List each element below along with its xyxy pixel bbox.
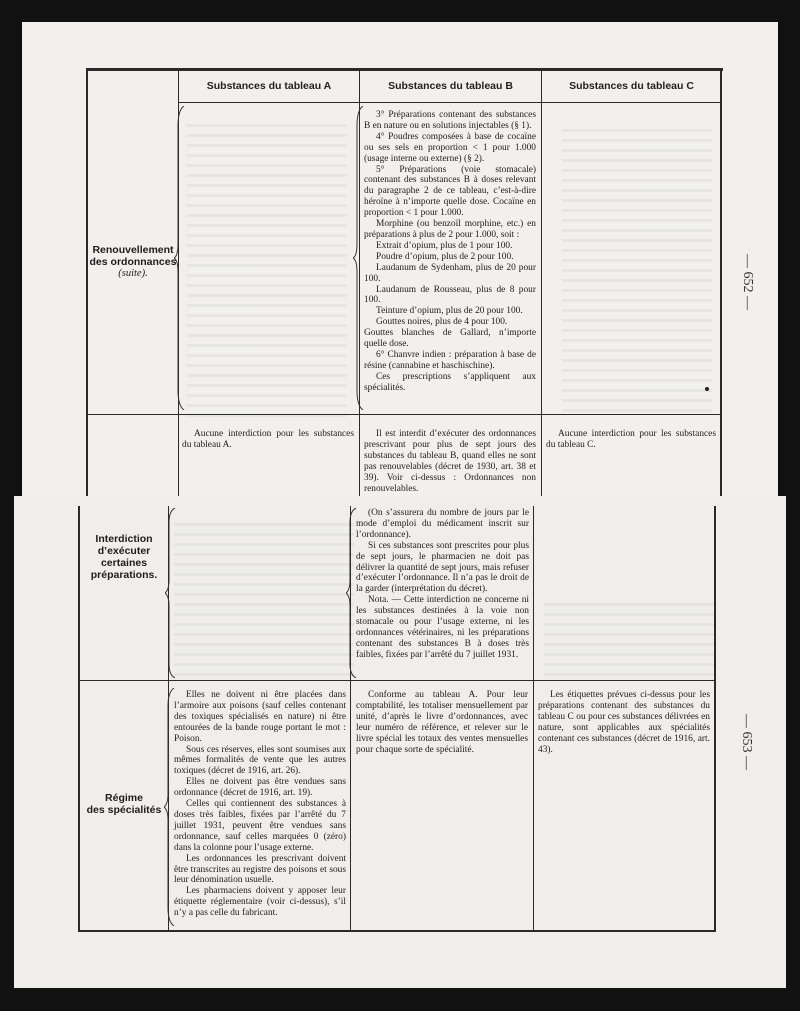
text-paragraph: Extrait d’opium, plus de 1 pour 100.: [376, 240, 513, 251]
row-label-renouvellement: [88, 244, 178, 280]
text-paragraph: 3° Préparations contenant des substances B en nature ou en solutions injectables (§ 1).: [364, 110, 536, 131]
regime-col-c: [538, 690, 710, 755]
bleed-through: [174, 516, 354, 676]
table-top-border: [86, 68, 723, 71]
text-paragraph: 4° Poudres composées à base de cocaïne ou ses sels en proportion < 1 pour 1.000 (usage interne ou externe) (§ 2).: [364, 131, 536, 164]
text-paragraph: Les ordonnances les prescrivant doivent être transcrites au registre des poisons et sous leur dénomination usuelle.: [174, 853, 346, 886]
row-label-regime: [80, 792, 168, 816]
bleed-through: [562, 122, 712, 412]
interdiction-col-c: [546, 429, 716, 451]
row-label-interdiction: [80, 533, 168, 581]
ink-dot: [705, 387, 709, 391]
interdiction-col-a: [182, 429, 354, 451]
row-label-line: des ordonnances: [89, 256, 177, 268]
text-paragraph: Laudanum de Sydenham, plus de 20 pour 100.: [364, 262, 536, 284]
text-paragraph: Ces prescriptions s’appliquent aux spécialités.: [364, 371, 536, 393]
text-paragraph: 6° Chanvre indien : préparation à base de résine (cannabine et haschischine).: [364, 349, 536, 371]
table-bottom-border: [78, 930, 716, 932]
interdiction-col-b-bottom: [356, 508, 529, 661]
row-label-suite: (suite).: [118, 268, 148, 279]
text-paragraph: Laudanum de Rousseau, plus de 8 pour 100.: [364, 284, 536, 306]
text-paragraph: Aucune interdiction pour les substances du tableau A.: [182, 429, 354, 450]
bleed-through: [187, 117, 347, 417]
page-number-652: — 652 —: [740, 254, 755, 310]
text-paragraph: Aucune interdiction pour les substances du tableau C.: [546, 429, 716, 450]
text-paragraph: Gouttes noires, plus de 4 pour 100.: [376, 317, 508, 328]
row-label-line: d’exécuter: [97, 545, 151, 557]
table-right-border: [720, 70, 722, 496]
table-left-border: [86, 68, 88, 496]
table-right-border: [714, 506, 716, 932]
text-paragraph: Celles qui contiennent des substances à doses très faibles, fixées par l’arrêté du 7 juillet 1931, peuvent être vendues sans ordonnance, sauf celles marquées 0 (zéro) dans la colonne pour l’usage externe.: [174, 799, 346, 853]
text-paragraph: Teinture d’opium, plus de 20 pour 100.: [376, 306, 523, 317]
row-label-line: Renouvellement: [92, 244, 174, 256]
text-paragraph: Morphine (ou benzoïl morphine, etc.) en préparations à plus de 2 pour 1.000, soit :: [364, 219, 536, 240]
regime-col-b: [356, 690, 528, 755]
brace-icon: [174, 106, 186, 410]
text-paragraph: Poudre d’opium, plus de 2 pour 100.: [376, 251, 514, 262]
row-label-line: préparations.: [90, 569, 158, 581]
text-paragraph: Elles ne doivent pas être vendues sans ordonnance (décret de 1916, art. 19).: [174, 777, 346, 799]
text-paragraph: Conforme au tableau A. Pour leur comptabilité, les totaliser mensuellement par unité, d’après le livre d’ordonnances, avec leur numéro de référence, et relever sur le livre spécial les totaux des ventes mensuelles pour chaque sorte de spécialité.: [356, 690, 528, 755]
row-label-line: Interdiction: [95, 533, 153, 545]
row-label-line: certaines: [100, 557, 148, 569]
row-rule: [86, 414, 722, 415]
row-label-line: Régime: [105, 792, 143, 804]
header-tableau-a: Substances du tableau A: [206, 80, 332, 92]
header-tableau-c: Substances du tableau C: [569, 80, 694, 92]
header-rule: [178, 102, 721, 103]
brace-icon: [165, 508, 177, 678]
row-label-line: des spécialités: [86, 804, 162, 816]
column-rule: [533, 506, 534, 932]
column-rule: [541, 70, 542, 496]
bleed-through: [544, 596, 714, 676]
text-paragraph: 5° Préparations (voie stomacale) contenant des substances B à doses relevant du paragraphe 2 de ce tableau, c’est-à-dire héroïne à n’importe quelle dose. Cocaïne en proportion < 1 pour 1.000.: [364, 164, 536, 219]
text-paragraph: Il est interdit d’exécuter des ordonnances prescrivant pour plus de sept jours des substances du tableau B, quand elles ne sont pas renouvelables (décret de 1930, art. 38 et 39). Voir ci-dessus : Ordonnances non renouvelables.: [364, 429, 536, 494]
text-paragraph: Si ces substances sont prescrites pour plus de sept jours, le pharmacien ne doit pas délivrer la quantité de sept jours, mais refuser d’exécuter l’ordonnance. Il n’a pas le droit de la garder (interprétation du décret).: [356, 540, 529, 595]
text-paragraph: Elles ne doivent ni être placées dans l’armoire aux poisons (sauf celles contenant des toxiques spécialisés en nature) ni être entourées de la bande rouge portant le mot : Poison.: [174, 690, 346, 744]
text-paragraph: Nota. — Cette interdiction ne concerne ni les substances destinées à la voie non stomacale ou pour l’usage externe, ni les ordonnances vétérinaires, ni les préparations contenant des substances B à doses très faibles, fixées par l’arrêté du 7 juillet 1931.: [356, 595, 529, 660]
text-paragraph: (On s’assurera du nombre de jours par le mode d’emploi du médicament inscrit sur l’ordonnance).: [356, 508, 529, 540]
header-tableau-b: Substances du tableau B: [388, 80, 513, 92]
regime-col-a: [174, 690, 346, 919]
text-paragraph: Sous ces réserves, elles sont soumises aux mêmes formalités de vente que les autres toxiques (décret de 1916, art. 26).: [174, 744, 346, 777]
interdiction-col-b-top: [364, 429, 536, 494]
page-number-653: — 653 —: [739, 714, 754, 770]
text-paragraph: Les étiquettes prévues ci-dessus pour les préparations contenant des substances du tableau C ou pour ces substances délivrées en nature, sont applicables aux spécialités contenant ces substances (décret de 1916, art. 43).: [538, 690, 710, 755]
renouvellement-col-b: [364, 110, 536, 394]
text-paragraph: Les pharmaciens doivent y apposer leur étiquette réglementaire (voir ci-dessus), s’il n’y a pas celle du fabricant.: [174, 886, 346, 919]
text-paragraph: Gouttes blanches de Gallard, n’importe quelle dose.: [364, 328, 536, 350]
row-rule: [78, 680, 716, 681]
